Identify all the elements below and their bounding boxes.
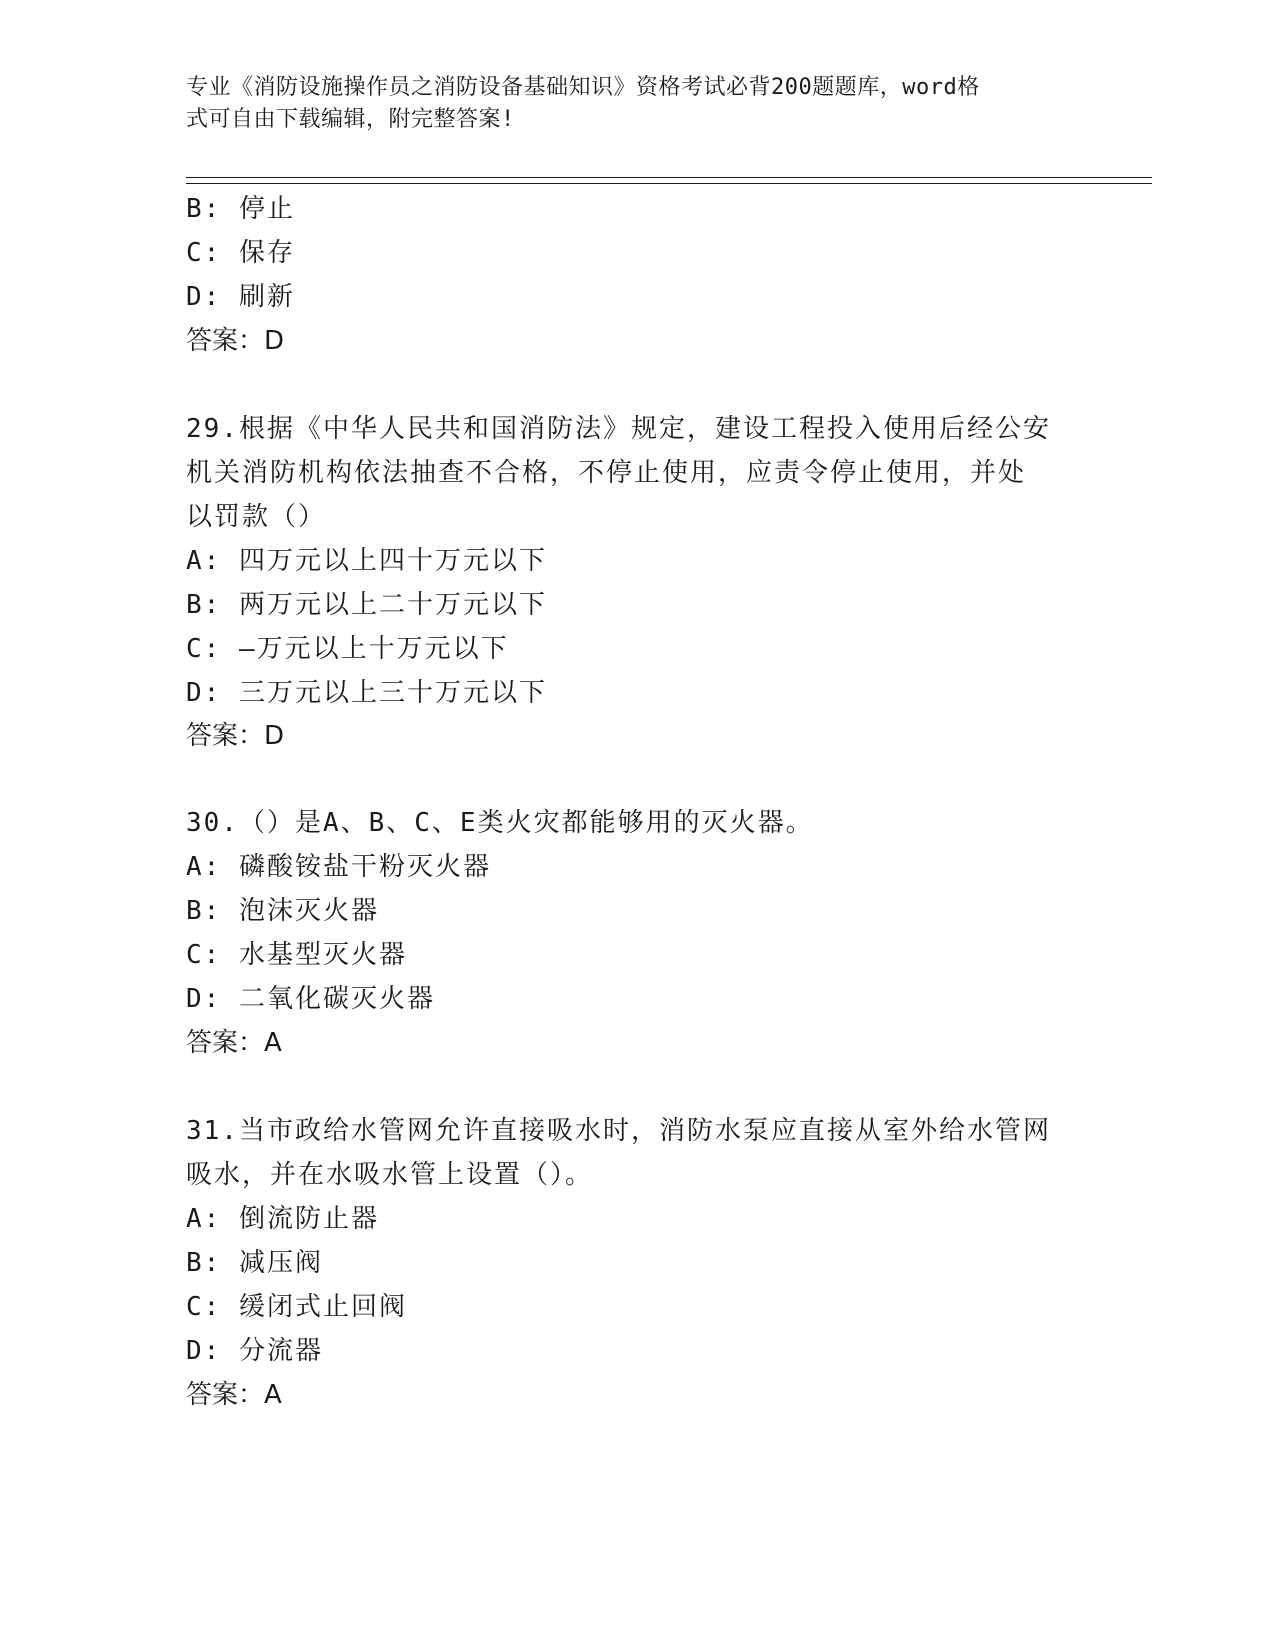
q28-option-c: C: 保存 xyxy=(186,238,295,268)
q30-option-d: D: 二氧化碳灭火器 xyxy=(186,984,435,1014)
q28-option-d: D: 刷新 xyxy=(186,282,295,312)
q30-stem-line-1: 30.（）是A、B、C、E类火灾都能够用的灭火器。 xyxy=(186,808,814,838)
header-rule-top xyxy=(186,177,1152,178)
q30-option-b: B: 泡沫灭火器 xyxy=(186,896,379,926)
q31-option-b: B: 减压阀 xyxy=(186,1248,323,1278)
q29-stem-line-1: 29.根据《中华人民共和国消防法》规定，建设工程投入使用后经公安 xyxy=(186,414,1051,444)
q30-answer: 答案：A xyxy=(186,1028,282,1058)
q28-option-b: B: 停止 xyxy=(186,194,295,224)
q29-option-d: D: 三万元以上三十万元以下 xyxy=(186,678,547,708)
q31-answer: 答案：A xyxy=(186,1380,282,1410)
q30-option-a: A: 磷酸铵盐干粉灭火器 xyxy=(186,852,491,882)
q29-option-b: B: 两万元以上二十万元以下 xyxy=(186,590,547,620)
q29-option-c: C: —万元以上十万元以下 xyxy=(186,634,509,664)
q31-option-a: A: 倒流防止器 xyxy=(186,1204,379,1234)
header-line-2: 式可自由下载编辑，附完整答案! xyxy=(186,107,515,132)
q31-option-c: C: 缓闭式止回阀 xyxy=(186,1292,407,1322)
q31-stem-line-1: 31.当市政给水管网允许直接吸水时，消防水泵应直接从室外给水管网 xyxy=(186,1116,1051,1146)
document-header xyxy=(186,72,1066,136)
q30-option-c: C: 水基型灭火器 xyxy=(186,940,407,970)
header-line-1: 专业《消防设施操作员之消防设备基础知识》资格考试必背200题题库，word格 xyxy=(186,75,980,100)
q29-answer: 答案：D xyxy=(186,721,285,751)
q31-stem-line-2: 吸水，并在水吸水管上设置（）。 xyxy=(186,1160,594,1190)
q29-option-a: A: 四万元以上四十万元以下 xyxy=(186,546,547,576)
q28-answer: 答案：D xyxy=(186,326,285,356)
q31-option-d: D: 分流器 xyxy=(186,1336,323,1366)
header-rule-bottom xyxy=(186,183,1152,184)
q29-stem-line-2: 机关消防机构依法抽查不合格，不停止使用，应责令停止使用，并处 xyxy=(186,458,1027,488)
q29-stem-line-3: 以罚款（） xyxy=(186,502,327,532)
